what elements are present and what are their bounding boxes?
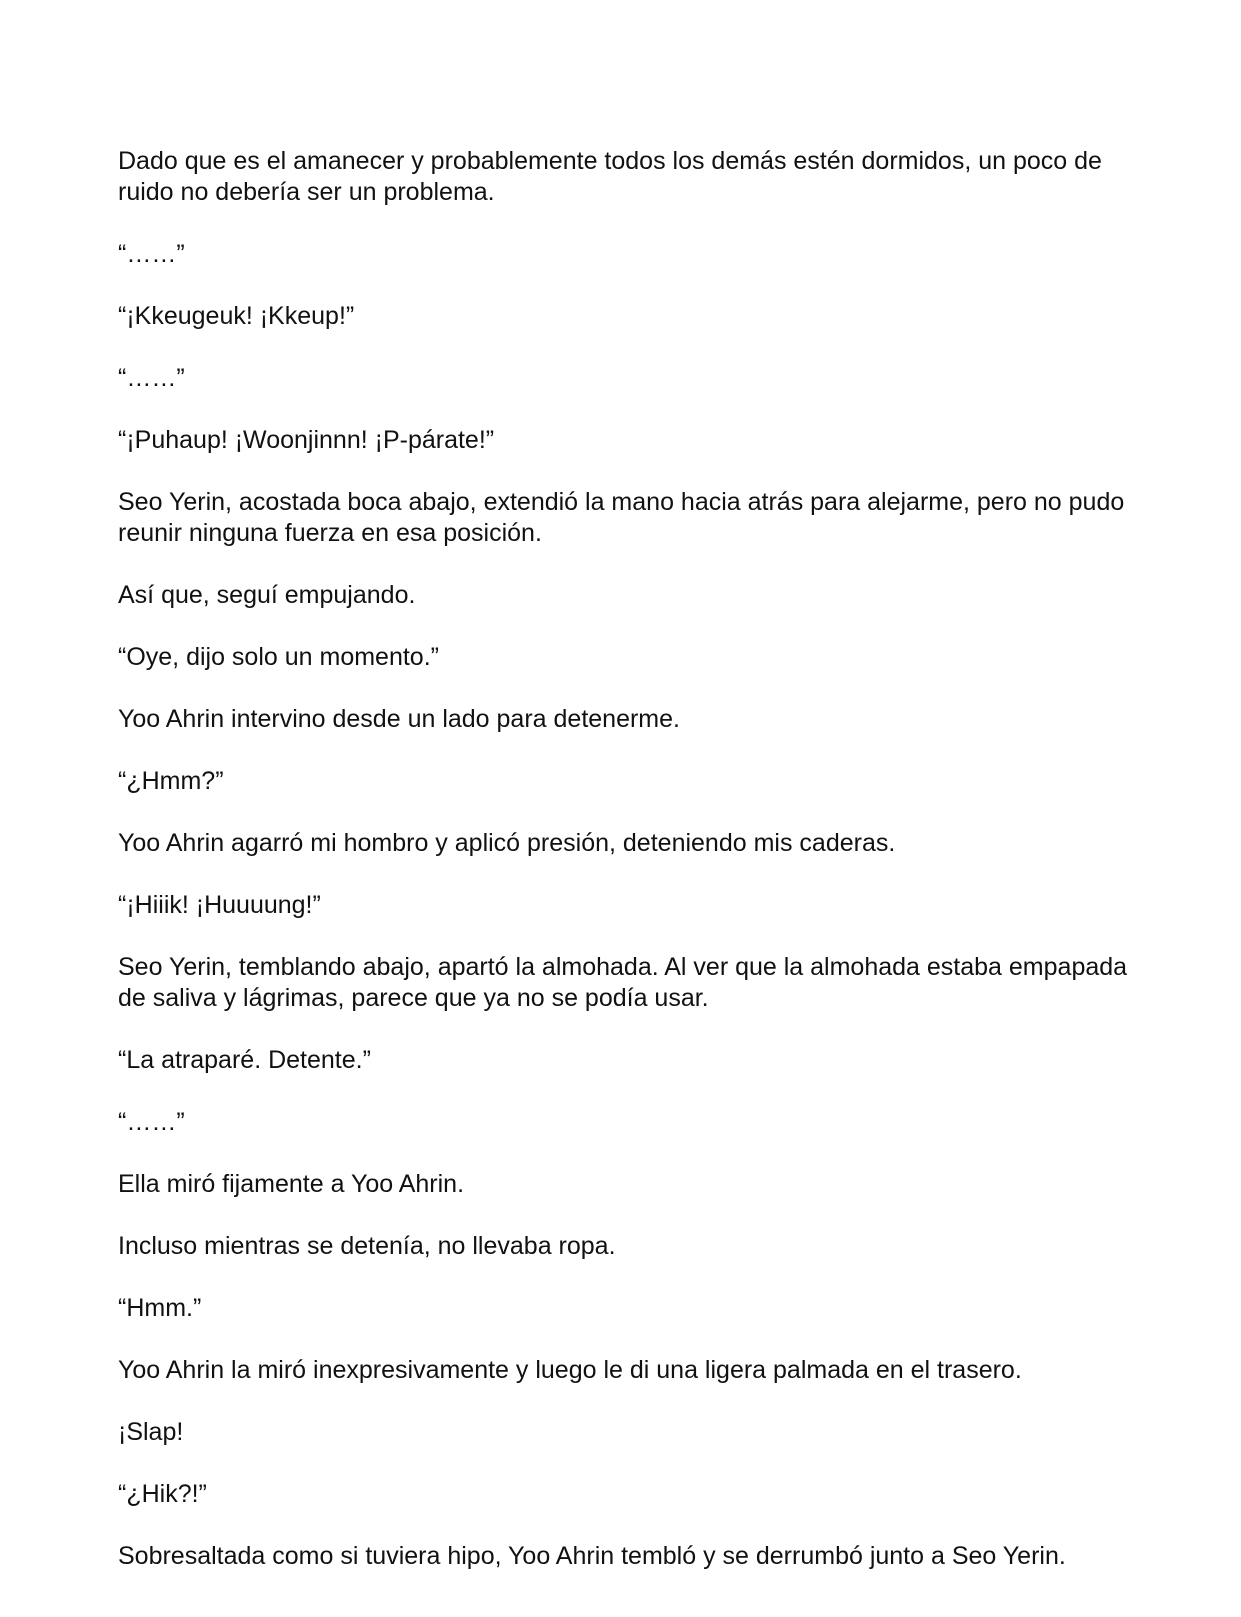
paragraph: Dado que es el amanecer y probablemente todos los demás estén dormidos, un poco de ruido no debería ser un problema. bbox=[118, 147, 1102, 206]
paragraph: “Oye, dijo solo un momento.” bbox=[118, 643, 439, 671]
paragraph: “……” bbox=[118, 364, 185, 392]
paragraph: “¿Hmm?” bbox=[118, 767, 224, 795]
paragraph: “Hmm.” bbox=[118, 1294, 202, 1322]
paragraph: “……” bbox=[118, 1108, 185, 1136]
paragraph: Yoo Ahrin intervino desde un lado para detenerme. bbox=[118, 705, 680, 733]
paragraph: “……” bbox=[118, 240, 185, 268]
paragraph: “La atraparé. Detente.” bbox=[118, 1046, 371, 1074]
paragraph: “¡Puhaup! ¡Woonjinnn! ¡P-párate!” bbox=[118, 426, 495, 454]
paragraph: Así que, seguí empujando. bbox=[118, 581, 416, 609]
paragraph: “¡Hiiik! ¡Huuuung!” bbox=[118, 891, 321, 919]
paragraph: “¿Hik?!” bbox=[118, 1480, 207, 1508]
paragraph: Seo Yerin, acostada boca abajo, extendió la mano hacia atrás para alejarme, pero no pudo reunir ninguna fuerza en esa posición. bbox=[118, 488, 1125, 547]
paragraph: Yoo Ahrin agarró mi hombro y aplicó presión, deteniendo mis caderas. bbox=[118, 829, 896, 857]
paragraph: ¡Slap! bbox=[118, 1418, 184, 1446]
paragraph: Seo Yerin, temblando abajo, apartó la almohada. Al ver que la almohada estaba empapada de saliva y lágrimas, parece que ya no se podía usar. bbox=[118, 953, 1128, 1012]
paragraph: Incluso mientras se detenía, no llevaba ropa. bbox=[118, 1232, 616, 1260]
document-body bbox=[118, 146, 1128, 1603]
paragraph: Ella miró fijamente a Yoo Ahrin. bbox=[118, 1170, 465, 1198]
paragraph: Sobresaltada como si tuviera hipo, Yoo Ahrin tembló y se derrumbó junto a Seo Yerin. bbox=[118, 1542, 1066, 1570]
paragraph: Yoo Ahrin la miró inexpresivamente y luego le di una ligera palmada en el trasero. bbox=[118, 1356, 1022, 1384]
paragraph: “¡Kkeugeuk! ¡Kkeup!” bbox=[118, 302, 355, 330]
